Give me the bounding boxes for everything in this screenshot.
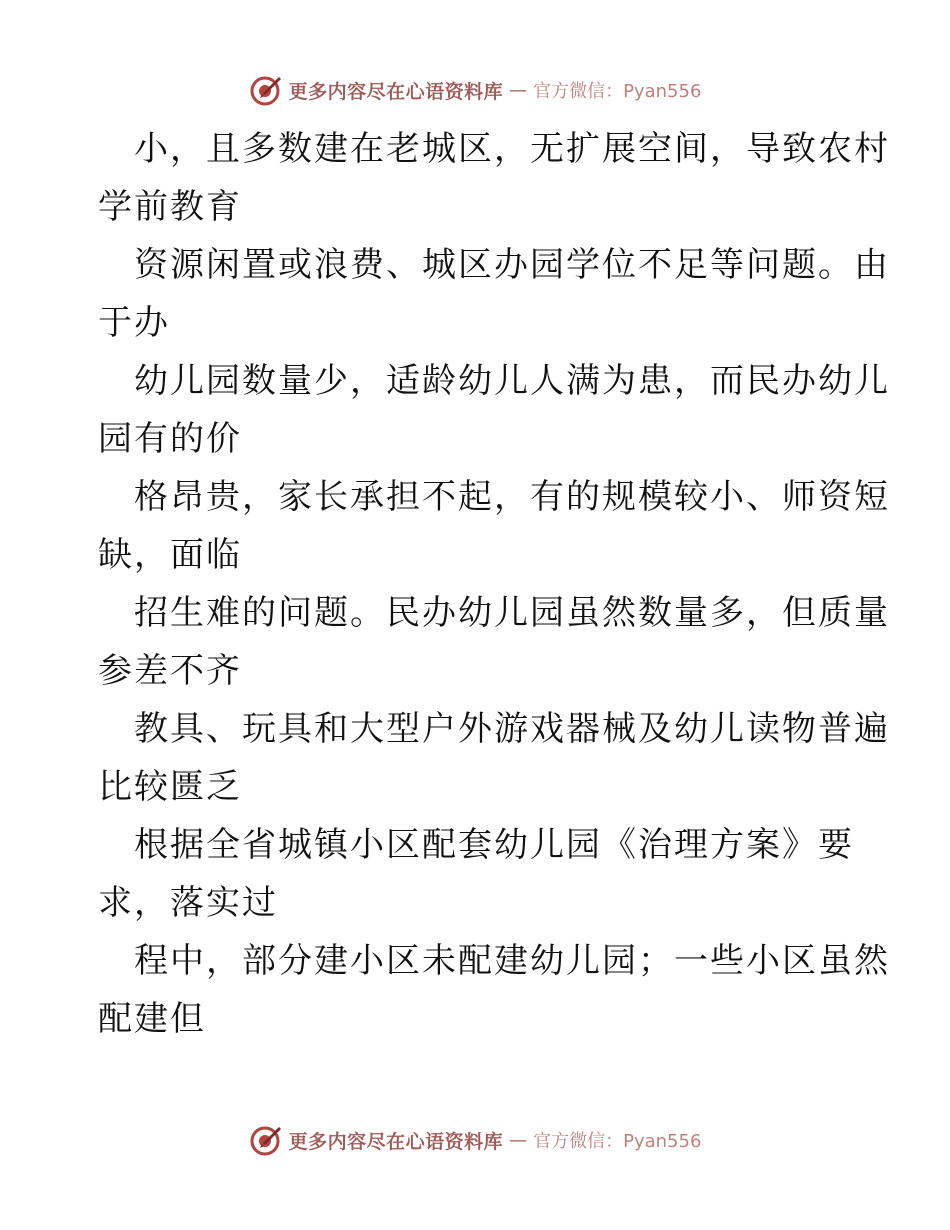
footer-wechat-text: 官方微信：Pyan556: [533, 1131, 702, 1152]
header-banner: [0, 70, 950, 110]
paragraph-line: 园有的价: [98, 419, 242, 459]
paragraph-line: 于办: [98, 303, 170, 343]
footer-brand-text: 更多内容尽在心语资料库: [288, 1130, 504, 1153]
paragraph-line: 格昂贵，家长承担不起，有的规模较小、师资短: [134, 477, 890, 517]
paragraph-line: 参差不齐: [98, 651, 242, 691]
footer-separator: —: [509, 1129, 528, 1151]
paragraph: [98, 352, 890, 468]
paragraph-line: 求，落实过: [98, 883, 278, 923]
paragraph-line: 程中，部分建小区未配建幼儿园；一些小区虽然: [134, 941, 890, 981]
paragraph-line: 缺，面临: [98, 535, 242, 575]
header-separator: —: [509, 79, 528, 101]
paragraph: [98, 932, 890, 1048]
paragraph: [98, 816, 858, 932]
paragraph-line: 教具、玩具和大型户外游戏器械及幼儿读物普遍: [134, 709, 890, 749]
paragraph-line: 招生难的问题。民办幼儿园虽然数量多，但质量: [134, 593, 890, 633]
header-brand-text: 更多内容尽在心语资料库: [288, 80, 504, 103]
document-body: [98, 120, 890, 1048]
paragraph: [98, 468, 890, 584]
paragraph: [98, 236, 890, 352]
paragraph-line: 比较匮乏: [98, 767, 242, 807]
paragraph-line: 根据全省城镇小区配套幼儿园《治理方案》要: [134, 825, 854, 865]
pen-logo-icon: [249, 1123, 283, 1157]
pen-logo-icon: [249, 73, 283, 107]
paragraph-line: 幼儿园数量少，适龄幼儿人满为患，而民办幼儿: [134, 361, 890, 401]
paragraph: [98, 120, 890, 236]
paragraph-line: 资源闲置或浪费、城区办园学位不足等问题。由: [134, 245, 890, 285]
footer-banner: [0, 1120, 950, 1160]
paragraph: [98, 700, 890, 816]
paragraph: [98, 584, 890, 700]
paragraph-line: 小，且多数建在老城区，无扩展空间，导致农村: [134, 129, 890, 169]
paragraph-line: 学前教育: [98, 187, 242, 227]
header-wechat-text: 官方微信：Pyan556: [533, 81, 702, 102]
paragraph-line: 配建但: [98, 999, 206, 1039]
